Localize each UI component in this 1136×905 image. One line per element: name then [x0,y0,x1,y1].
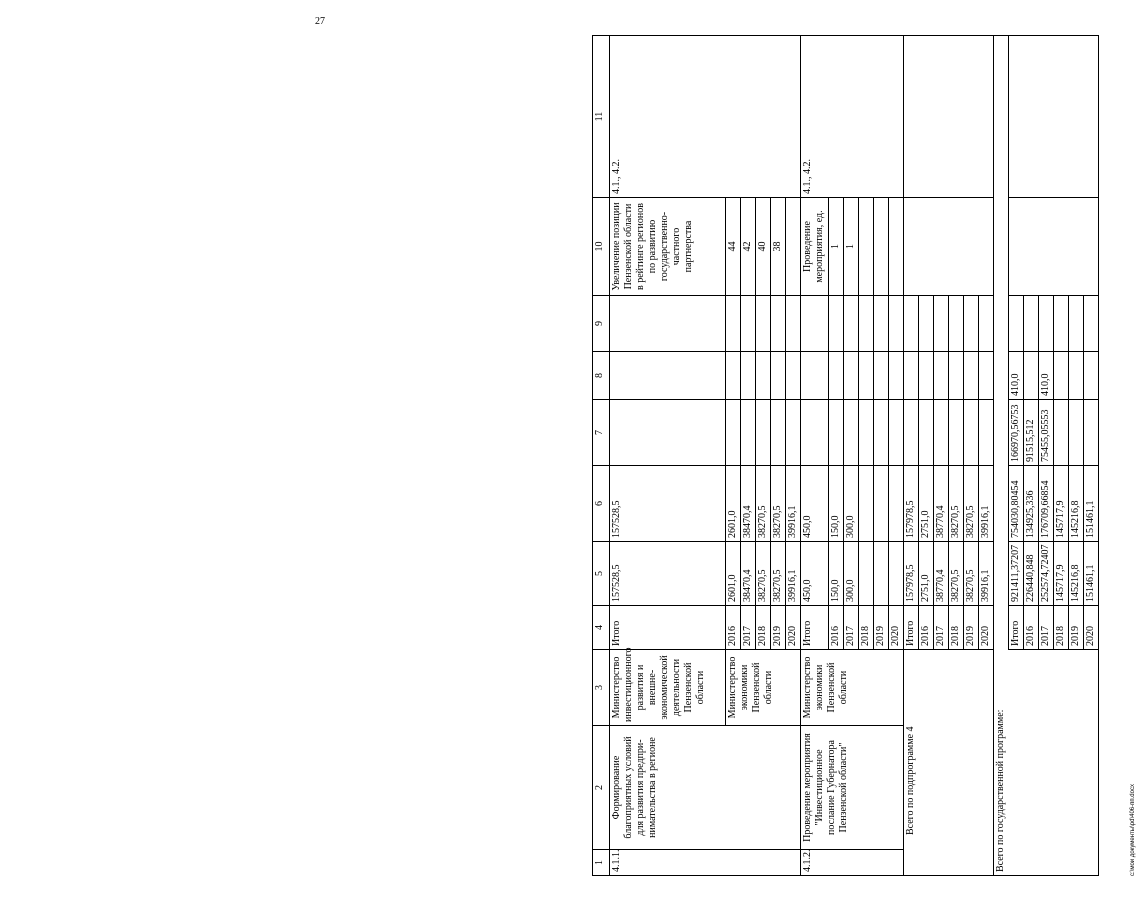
reference: 4.1., 4.2. [610,36,801,198]
value-cell: 38270,5 [964,466,979,542]
year-cell: 2020 [786,606,801,650]
header-cell: 8 [593,352,610,400]
program-table [592,35,1099,876]
header-row [593,36,610,876]
indicator-value: 42 [741,198,756,296]
year-cell: 2016 [829,606,844,650]
indicator-value [786,198,801,296]
value-cell: 921411,37207 [1009,542,1024,606]
year-cell: 2016 [919,606,934,650]
value-cell: 157528,5 [610,542,726,606]
value-cell: 410,0 [1009,352,1024,400]
value-cell: 300,0 [844,542,859,606]
row-number: 4.1.2. [801,850,904,876]
value-cell: 38270,5 [964,542,979,606]
value-cell [874,542,889,606]
value-cell: 150,0 [829,542,844,606]
value-cell [889,542,904,606]
value-cell [859,466,874,542]
year-cell: 2017 [934,606,949,650]
value-cell [1069,352,1084,400]
indicator-value: 1 [844,198,859,296]
value-cell: 2601,0 [726,542,741,606]
table-row [801,36,829,876]
file-path-footer: c:\мои документы\pd\406-пп.docx [1130,784,1136,876]
indicator-value [859,198,874,296]
value-cell: 2751,0 [919,542,934,606]
year-cell: 2016 [726,606,741,650]
value-cell [874,466,889,542]
value-cell: 38470,4 [741,466,756,542]
table-row [610,36,726,876]
year-cell: 2019 [964,606,979,650]
table-row [904,36,919,876]
value-cell: 300,0 [844,466,859,542]
value-cell [859,542,874,606]
header-cell: 2 [593,726,610,850]
indicator-value: 1 [829,198,844,296]
indicator: Проведение мероприятия, ед. [801,198,829,296]
indicator-value [889,198,904,296]
value-cell: 176709,66854 [1039,466,1054,542]
indicator-value: 44 [726,198,741,296]
header-cell: 6 [593,466,610,542]
value-cell: 38270,5 [771,542,786,606]
value-cell: 38270,5 [771,466,786,542]
value-cell: 151461,1 [1084,466,1099,542]
value-cell: 38770,4 [934,542,949,606]
value-cell: 38270,5 [756,542,771,606]
value-cell: 157978,5 [904,542,919,606]
header-cell: 10 [593,198,610,296]
program-total-label: Всего по государственной программе: [994,36,1009,876]
value-cell: 91515,512 [1024,400,1039,466]
value-cell [1084,400,1099,466]
table-row [1009,36,1024,876]
rotated-table-page [592,36,1136,876]
value-cell: 410,0 [1039,352,1054,400]
value-cell: 39916,1 [979,542,994,606]
header-cell: 5 [593,542,610,606]
value-cell: 145717,9 [1054,466,1069,542]
total-label: Итого [904,606,919,650]
value-cell: 134925,336 [1024,466,1039,542]
header-cell: 1 [593,850,610,876]
header-cell: 9 [593,296,610,352]
value-cell: 252574,72407 [1039,542,1054,606]
total-label: Итого [610,606,726,650]
reference: 4.1., 4.2. [801,36,904,198]
value-cell: 150,0 [829,466,844,542]
subprogram-total-label: Всего по подпрограмме 4 [904,650,994,876]
year-cell: 2018 [949,606,964,650]
value-cell: 450,0 [801,466,829,542]
value-cell: 450,0 [801,542,829,606]
value-cell [889,466,904,542]
value-cell: 75455,05553 [1039,400,1054,466]
indicator-value [874,198,889,296]
value-cell: 38270,5 [949,542,964,606]
page-number: 27 [315,16,325,27]
indicator: Увеличение позиции Пензенской области в рейтинге регионов по развитию государственно-частного партнерства [610,198,726,296]
value-cell: 2751,0 [919,466,934,542]
header-cell: 4 [593,606,610,650]
header-cell: 3 [593,650,610,726]
value-cell: 166970,56753 [1009,400,1024,466]
year-cell: 2017 [741,606,756,650]
value-cell: 2601,0 [726,466,741,542]
value-cell: 157528,5 [610,466,726,542]
value-cell: 38270,5 [756,466,771,542]
value-cell: 39916,1 [979,466,994,542]
indicator-value: 40 [756,198,771,296]
year-cell: 2019 [1069,606,1084,650]
value-cell [1024,352,1039,400]
value-cell [1054,352,1069,400]
value-cell [1084,352,1099,400]
value-cell: 157978,5 [904,466,919,542]
year-cell: 2018 [859,606,874,650]
activity-name: Формирование благоприятных условий для развития предпри-нимательства в регионе [610,726,801,850]
value-cell: 145216,8 [1069,542,1084,606]
indicator-value: 38 [771,198,786,296]
value-cell [1069,400,1084,466]
total-label: Итого [801,606,829,650]
header-cell: 11 [593,36,610,198]
value-cell: 754030,80454 [1009,466,1024,542]
value-cell [1054,400,1069,466]
executor: Министерство инвестиционного развития и внешне-экономической деятельности Пензенской области [610,650,726,726]
value-cell: 226440,848 [1024,542,1039,606]
value-cell: 145216,8 [1069,466,1084,542]
year-cell: 2017 [844,606,859,650]
year-cell: 2016 [1024,606,1039,650]
year-cell: 2018 [756,606,771,650]
value-cell: 39916,1 [786,542,801,606]
row-number: 4.1.1. [610,850,801,876]
total-label: Итого [1009,606,1024,650]
year-cell: 2018 [1054,606,1069,650]
header-cell: 7 [593,400,610,466]
year-cell: 2019 [771,606,786,650]
year-cell: 2020 [979,606,994,650]
year-cell: 2020 [889,606,904,650]
year-cell: 2020 [1084,606,1099,650]
value-cell: 39916,1 [786,466,801,542]
value-cell: 151461,1 [1084,542,1099,606]
value-cell: 145717,9 [1054,542,1069,606]
value-cell: 38470,4 [741,542,756,606]
value-cell: 38270,5 [949,466,964,542]
executor: Министерство экономики Пензенской области [726,650,801,726]
year-cell: 2017 [1039,606,1054,650]
year-cell: 2019 [874,606,889,650]
activity-name: Проведение мероприятия "Инвестиционное послание Губернатора Пензенской области" [801,726,904,850]
table-row [994,36,1009,876]
executor: Министерство экономики Пензенской области [801,650,904,726]
value-cell: 38770,4 [934,466,949,542]
